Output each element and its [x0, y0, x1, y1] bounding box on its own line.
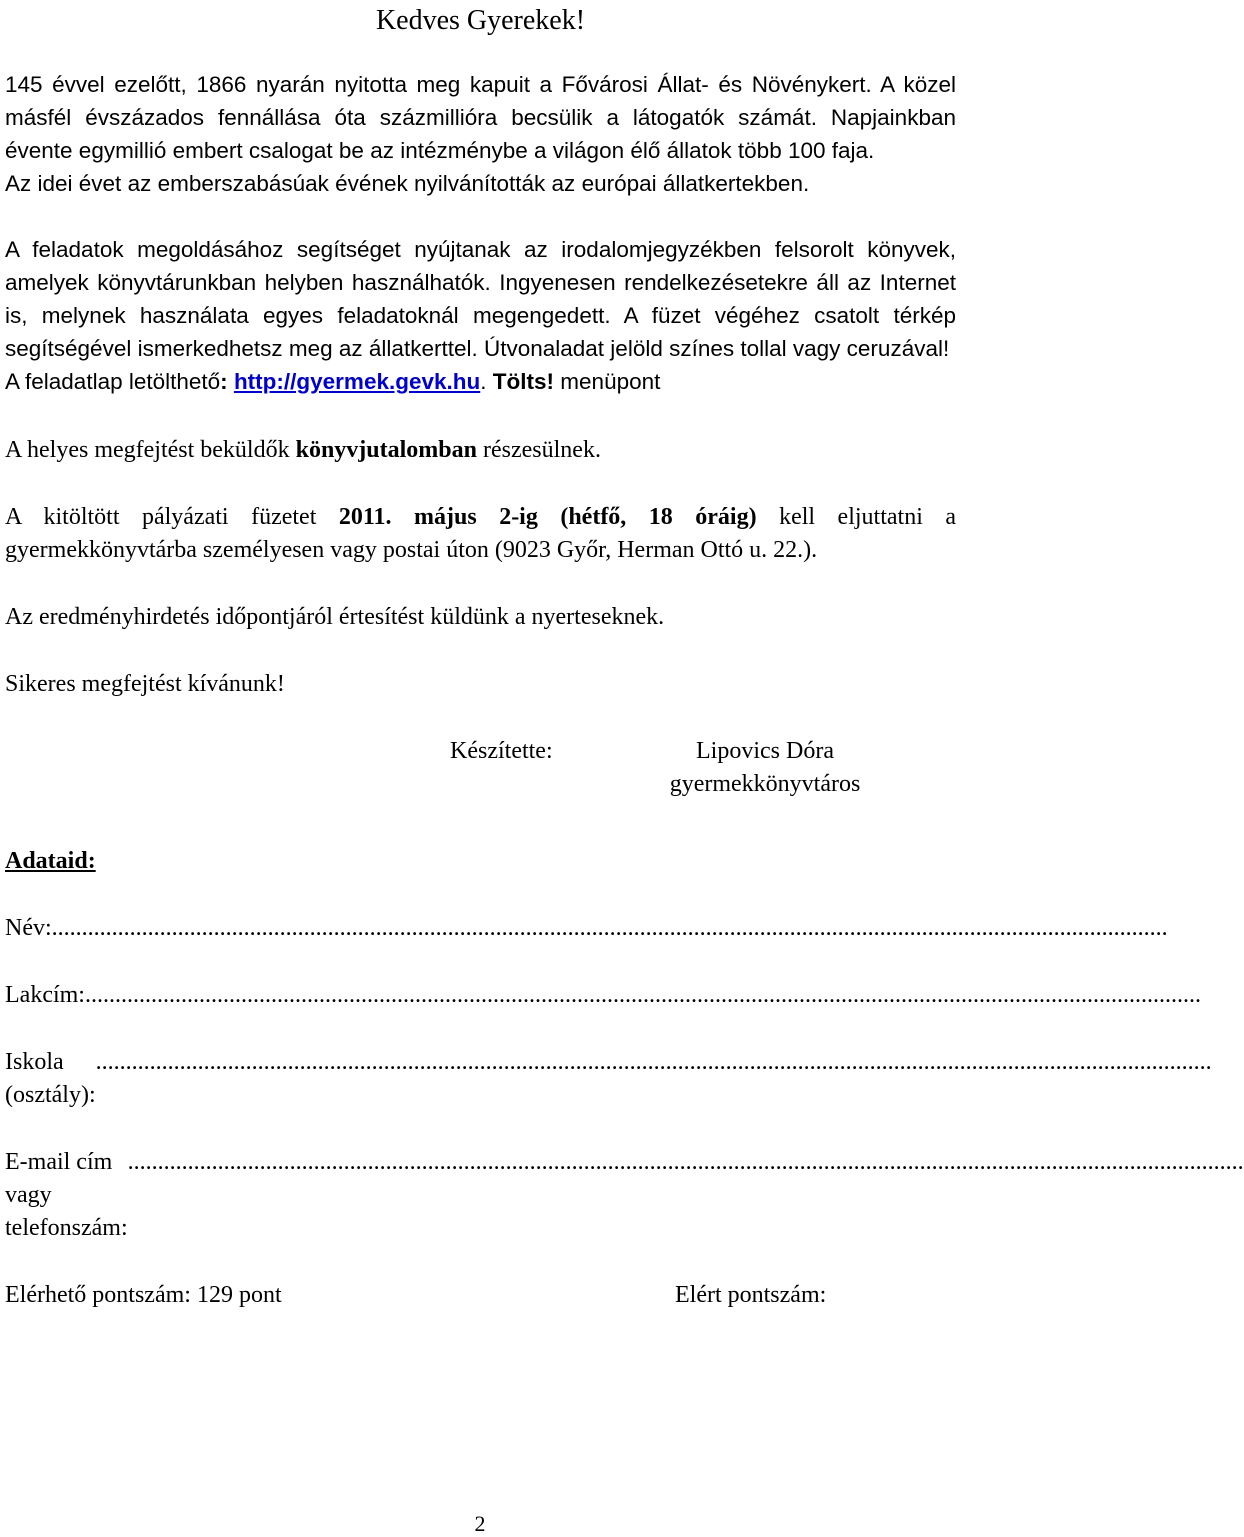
reward-bold: könyvjutalomban: [295, 437, 477, 463]
name-label: Név:: [5, 915, 52, 941]
download-link[interactable]: http://gyermek.gevk.hu: [233, 369, 481, 394]
signature-role: gyermekkönyvtáros: [669, 771, 861, 797]
school-field[interactable]: [5, 1046, 1212, 1112]
address-field[interactable]: [5, 979, 1201, 1012]
name-field[interactable]: [5, 912, 1168, 945]
deadline-suffix: kell eljuttatni a gyermekkönyvtárba személyesen vagy postai úton (9023 Győr, Herman Ottó u. 22.).: [5, 504, 956, 563]
achieved-points: Elért pontszám:: [675, 1282, 827, 1308]
points-row: [5, 1279, 956, 1312]
link-period: .: [480, 369, 487, 394]
document-page: [5, 0, 1244, 1312]
help-text: A feladatok megoldásához segítséget nyújtanak az irodalomjegyzékben felsorolt könyvek, amelyek könyvtárunkban helyben használhatók. Ingyenesen rendelkezésetekre áll az Internet is, melynek használata egyes feladatoknál megengedett. A füzet végéhez csatolt térkép segítségével ismerkedhetsz meg az állatkerttel. Útvonaladat jelöld színes tollal vagy ceruzával!: [5, 237, 956, 361]
deadline-year: 2011.: [338, 504, 392, 530]
deadline-prefix: A kitöltött pályázati füzetet: [5, 504, 317, 530]
form-heading: Adataid:: [5, 848, 96, 874]
deadline-paragraph: [5, 501, 956, 567]
download-colon: :: [220, 369, 228, 394]
menu-text: menüpont: [560, 369, 661, 394]
name-dots: ..........................................................................................................................................................................................: [51, 915, 1168, 941]
signature-name: Lipovics Dóra: [696, 738, 834, 764]
school-dots: ..........................................................................................................................................................................................: [95, 1049, 1212, 1075]
signature-label: Készítette:: [450, 738, 553, 764]
help-paragraph: [5, 233, 956, 398]
contact-label: E-mail cím vagy telefonszám:: [5, 1149, 128, 1241]
max-points: Elérhető pontszám: 129 pont: [5, 1282, 282, 1308]
page-number: 2: [474, 1511, 486, 1536]
contact-field[interactable]: [5, 1146, 1244, 1245]
wish-paragraph: Sikeres megfejtést kívánunk!: [5, 671, 285, 697]
page-title: Kedves Gyerekek!: [375, 5, 586, 36]
intro-paragraph: 145 évvel ezelőtt, 1866 nyarán nyitotta meg kapuit a Fővárosi Állat- és Növénykert. A közel másfél évszázados fennállása óta százmillióra becsülik a látogatók számát. Napjainkban évente egymillió embert csalogat be az intézménybe a világon élő állatok több 100 faja.: [5, 72, 956, 163]
deadline-date: május 2-ig (hétfő, 18 óráig): [414, 504, 757, 530]
download-prefix: A feladatlap letölthető: [5, 369, 221, 394]
address-dots: ..........................................................................................................................................................................................: [84, 982, 1201, 1008]
reward-paragraph: [5, 434, 956, 467]
school-label: Iskola (osztály):: [5, 1049, 96, 1108]
reward-prefix: A helyes megfejtést beküldők: [5, 437, 290, 463]
intro-paragraph-2: Az idei évet az emberszabásúak évének nyilvánították az európai állatkertekben.: [5, 171, 810, 196]
results-paragraph: Az eredményhirdetés időpontjáról értesítést küldünk a nyerteseknek.: [5, 604, 665, 630]
intro-section: [5, 68, 956, 398]
signature-block: [5, 735, 956, 803]
address-label: Lakcím:: [5, 982, 85, 1008]
contact-dots: ..........................................................................................................................................................................................: [127, 1149, 1244, 1175]
tolts-menu-label: Tölts!: [492, 369, 555, 394]
reward-suffix: részesülnek.: [483, 437, 601, 463]
